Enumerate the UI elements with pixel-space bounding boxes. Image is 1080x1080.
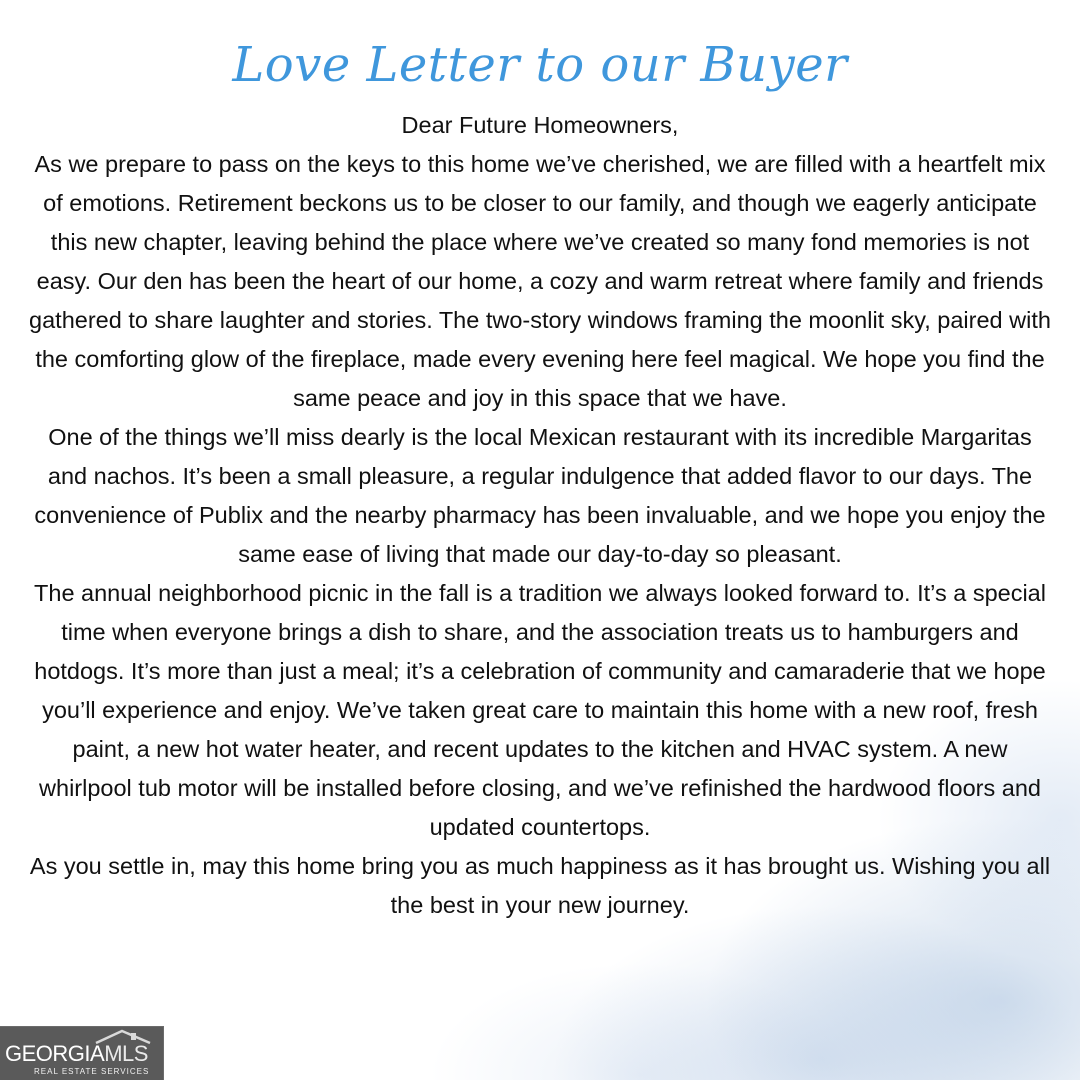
letter-greeting: Dear Future Homeowners, — [401, 112, 679, 138]
letter-title: Love Letter to our Buyer — [232, 37, 848, 93]
letter-body — [28, 106, 1052, 925]
logo-wordmark — [5, 1043, 148, 1065]
letter-paragraph-4: As you settle in, may this home bring you as much happiness as it has brought us. Wishing you all the best in your new journey. — [29, 853, 1051, 918]
letter-paragraph-1: As we prepare to pass on the keys to this home we’ve cherished, we are filled with a heartfelt mix of emotions. Retirement beckons us to be closer to our family, and though we eagerly anticipate this new chapter, leaving behind the place where we’ve created so many fond memories is not easy. Our den has been the heart of our home, a cozy and warm retreat where family and friends gathered to share laughter and stories. The two-story windows framing the moonlit sky, paired with the comforting glow of the fireplace, made every evening here feel magical. We hope you find the same peace and joy in this space that we have. — [29, 151, 1051, 411]
logo-name-mls: MLS — [104, 1041, 148, 1066]
georgia-mls-logo — [0, 1026, 164, 1080]
logo-subtitle: REAL ESTATE SERVICES — [34, 1067, 150, 1076]
letter-paragraph-3: The annual neighborhood picnic in the fall is a tradition we always looked forward to. It’s a special time when everyone brings a dish to share, and the association treats us to hamburgers and hotdogs. It’s more than just a meal; it’s a celebration of community and camaraderie that we hope you’ll experience and enjoy. We’ve taken great care to maintain this home with a new roof, fresh paint, a new hot water heater, and recent updates to the kitchen and HVAC system. A new whirlpool tub motor will be installed before closing, and we’ve refinished the hardwood floors and updated countertops. — [34, 580, 1046, 840]
logo-name-georgia: GEORGIA — [5, 1041, 105, 1066]
letter-paragraph-2: One of the things we’ll miss dearly is the local Mexican restaurant with its incredible Margaritas and nachos. It’s been a small pleasure, a regular indulgence that added flavor to our days. The convenience of Publix and the nearby pharmacy has been invaluable, and we hope you enjoy the same ease of living that made our day-to-day so pleasant. — [34, 424, 1046, 567]
